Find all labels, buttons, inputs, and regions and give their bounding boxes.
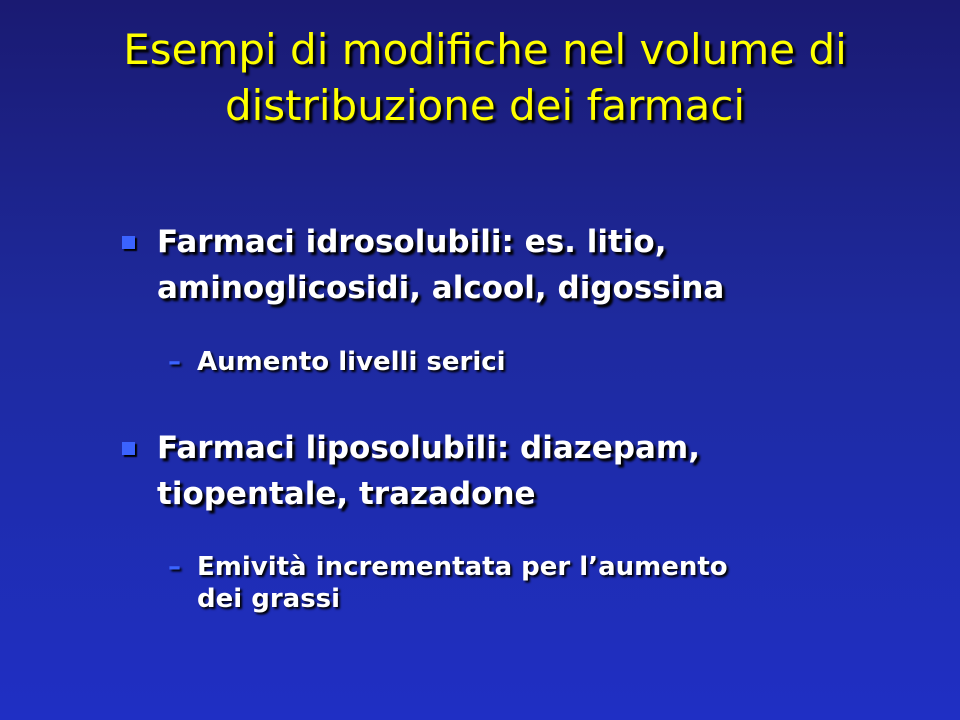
slide-title-line-1: Esempi di modifiche nel volume di	[123, 25, 847, 74]
sub-bullet-line: Emività incrementata per l’aumento	[197, 552, 728, 582]
bullet-line: Farmaci liposolubili: diazepam,	[157, 430, 701, 466]
sub-bullet-line: Aumento livelli serici	[197, 347, 506, 377]
bullet-line: tiopentale, trazadone	[157, 476, 536, 512]
bullet-text	[157, 219, 902, 311]
sub-bullet-text	[197, 551, 908, 615]
slide-title-line-2: distribuzione dei farmaci	[224, 81, 746, 130]
bullet-liposolubili	[122, 425, 902, 517]
slide-title	[60, 22, 910, 134]
bullet-text	[157, 425, 902, 517]
dash-bullet-icon: –	[168, 552, 181, 582]
sub-bullet-emivita	[168, 551, 908, 615]
bullet-line: Farmaci idrosolubili: es. litio,	[157, 224, 667, 260]
dash-bullet-icon: –	[168, 347, 181, 377]
bullet-idrosolubili	[122, 219, 902, 311]
sub-bullet-text	[197, 346, 908, 378]
bullet-line: aminoglicosidi, alcool, digossina	[157, 270, 725, 306]
square-bullet-icon	[122, 236, 135, 249]
square-bullet-icon	[122, 442, 135, 455]
sub-bullet-aumento-livelli	[168, 346, 908, 378]
sub-bullet-line: dei grassi	[197, 584, 341, 614]
